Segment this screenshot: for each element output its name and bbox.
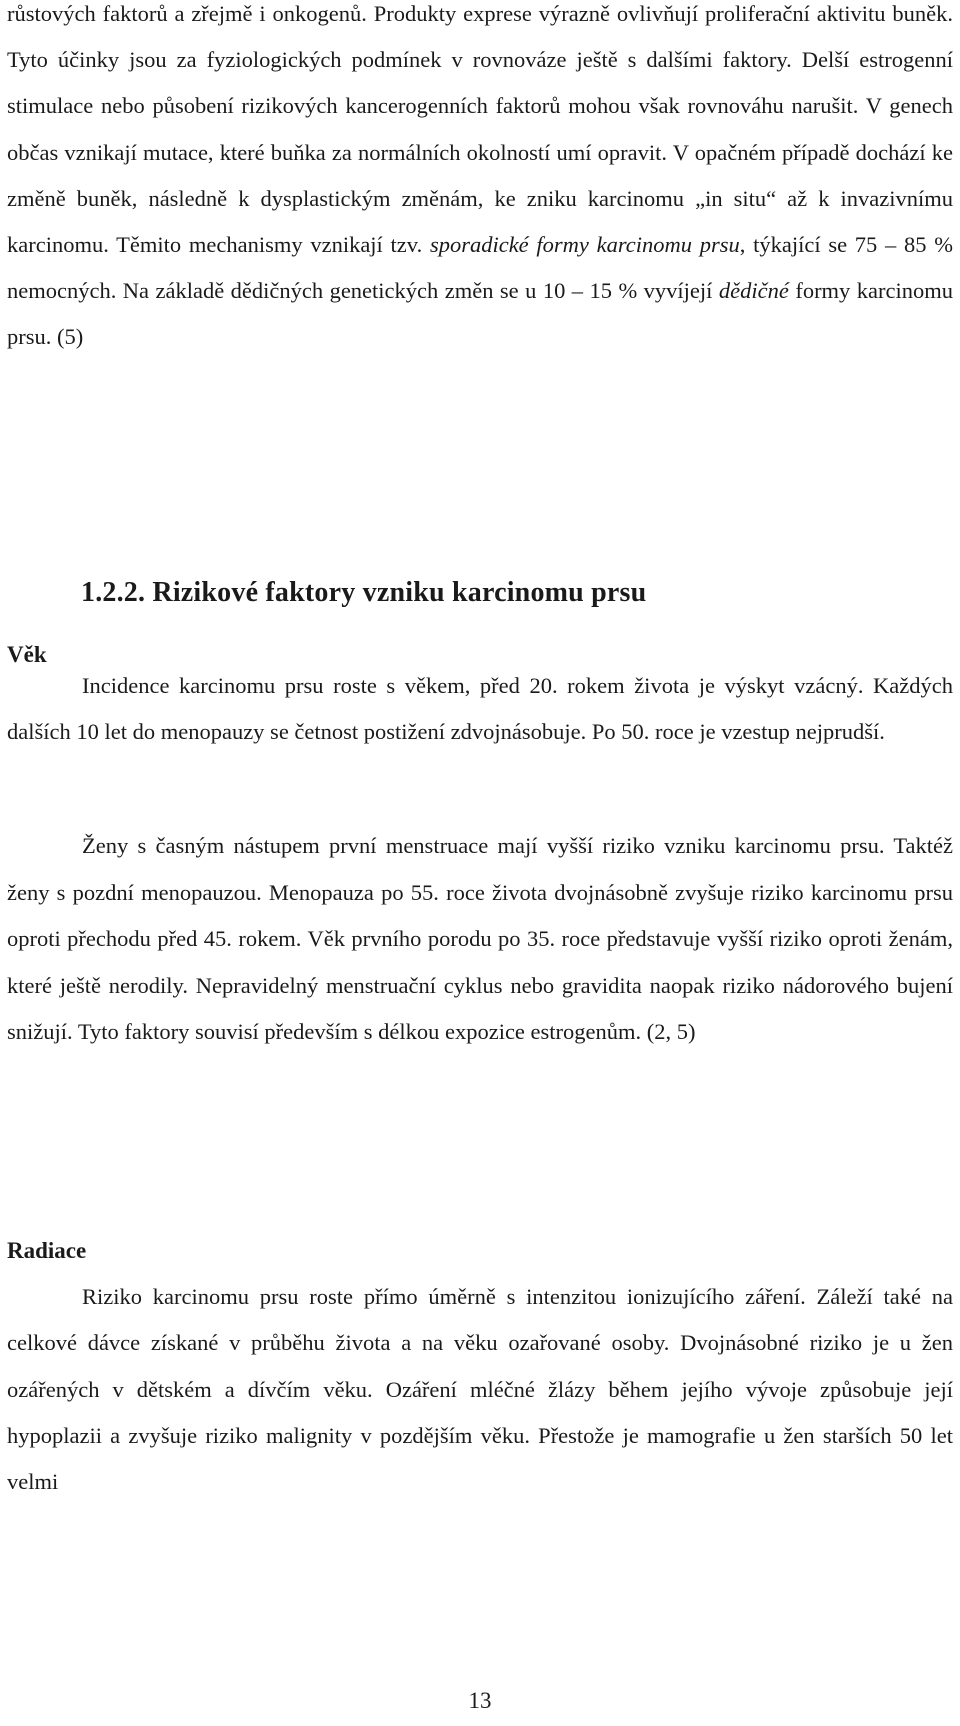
intro-italic-sporadic: sporadické formy karcinomu prsu <box>429 232 740 258</box>
age-subheading: Věk <box>7 642 47 667</box>
age-paragraph-2-text: Ženy s časným nástupem první menstruace mají vyšší riziko vzniku karcinomu prsu. Taktéž ženy s pozdní menopauzou. Menopauza po 55. roce života dvojnásobně zvyšuje riziko karcinomu prsu oproti přechodu před 45. rokem. Věk prvního porodu po 35. roce představuje vyšší riziko oproti ženám, které ještě nerodily. Nepravidelný menstruační cyklus nebo gravidita naopak riziko nádorového bujení snižují. Tyto faktory souvisí především s délkou expozice estrogenům. (2, 5) <box>7 833 953 1044</box>
page-number: 13 <box>468 1688 492 1713</box>
intro-text-a: růstových faktorů a zřejmě i onkogenů. Produkty exprese výrazně ovlivňují proliferační aktivitu buněk. Tyto účinky jsou za fyziologických podmínek v rovnováze ještě s dalšími faktory. Delší estrogenní stimulace nebo působení rizikových kancerogenních faktorů mohou však rovnováhu narušit. V genech občas vznikají mutace, které buňka za normálních okolností umí opravit. V opačném případě dochází ke změně buněk, následně k dysplastickým změnám, ke zniku karcinomu „in situ“ až k invazivnímu karcinomu. Těmito mechanismy vznikají tzv. <box>7 1 953 258</box>
intro-paragraph <box>7 0 953 361</box>
section-heading: 1.2.2. Rizikové faktory vzniku karcinomu prsu <box>81 577 647 608</box>
age-paragraph-1-text: Incidence karcinomu prsu roste s věkem, před 20. rokem života je výskyt vzácný. Každých dalších 10 let do menopauzy se četnost postižení zdvojnásobuje. Po 50. roce je vzestup nejprudší. <box>7 673 953 744</box>
radiation-subheading: Radiace <box>7 1238 87 1263</box>
intro-text-b: , týkající se 75 – 85 % nemocných. Na základě dědičných genetických změn se u 10 – 15 % vyvíjejí <box>7 232 953 304</box>
age-paragraph-1 <box>7 663 953 755</box>
radiation-paragraph-1-text: Riziko karcinomu prsu roste přímo úměrně s intenzitou ionizujícího záření. Záleží také na celkové dávce získané v průběhu života a na věku ozařované osoby. Dvojnásobné riziko je u žen ozářených v dětském a dívčím věku. Ozáření mléčné žlázy během jejího vývoje způsobuje její hypoplazii a zvyšuje riziko malignity v pozdějším věku. Přestože je mamografie u žen starších 50 let velmi <box>7 1284 953 1495</box>
age-paragraph-2 <box>7 823 953 1056</box>
radiation-paragraph-1 <box>7 1274 953 1505</box>
intro-text-c: formy karcinomu prsu. (5) <box>7 278 953 350</box>
intro-italic-hereditary: dědičné <box>718 278 789 304</box>
